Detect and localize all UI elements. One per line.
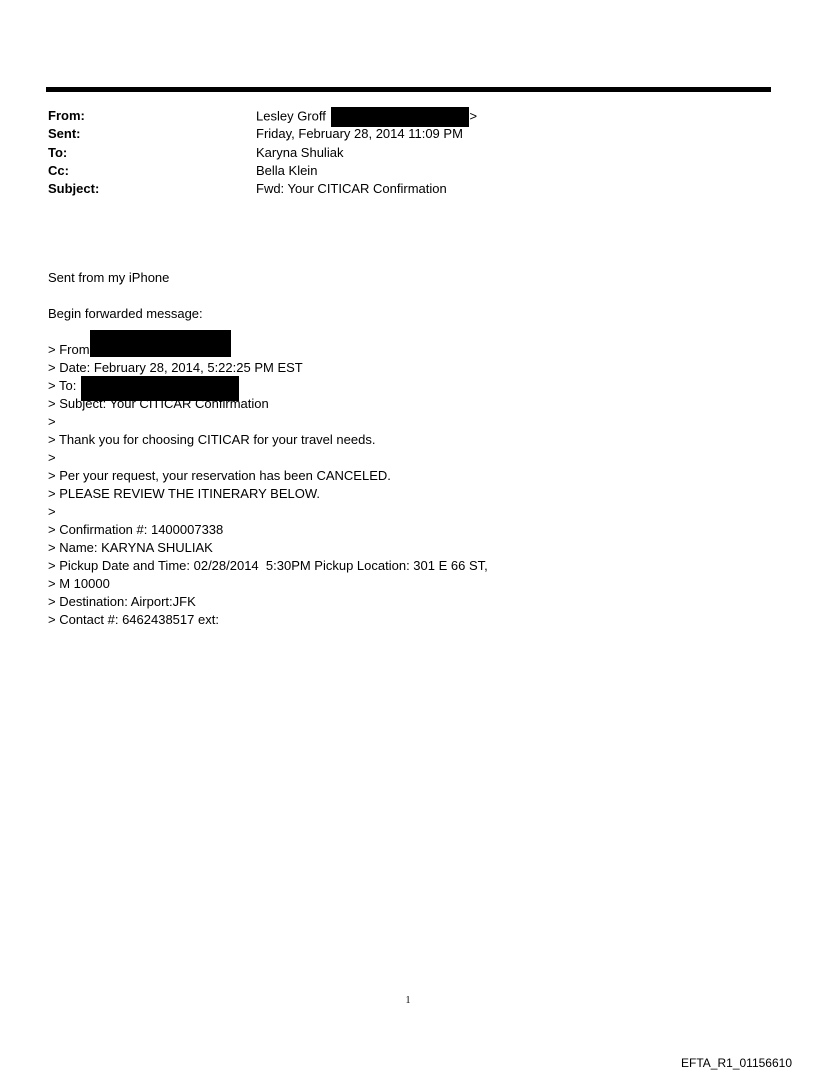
from-row [48,107,768,125]
quoted-to [48,377,768,395]
quoted-destination: > Destination: Airport:JFK [48,594,196,609]
from-name: Lesley Groff [256,108,326,124]
redaction-block [331,107,469,127]
sent-value: Friday, February 28, 2014 11:09 PM [256,126,463,142]
to-label: To: [48,144,68,160]
quoted-contact: > Contact #: 6462438517 ext: [48,612,219,627]
header-rule [46,87,771,92]
cc-value: Bella Klein [256,162,318,178]
quoted-blank: > [48,450,56,465]
forward-intro: Begin forwarded message: [48,306,203,321]
document-id: EFTA_R1_01156610 [681,1056,792,1070]
quoted-blank: > [48,414,56,429]
sent-row [48,125,768,143]
subject-value: Fwd: Your CITICAR Confirmation [256,181,447,197]
redaction-block [90,330,231,357]
quoted-canceled: > Per your request, your reservation has been CANCELED. [48,468,391,483]
quoted-zip: > M 10000 [48,576,110,591]
quoted-blank: > [48,504,56,519]
to-row [48,144,768,162]
to-value: Karyna Shuliak [256,144,344,160]
quoted-thanks: > Thank you for choosing CITICAR for your travel needs. [48,432,376,447]
subject-row [48,180,768,198]
from-value [256,107,477,127]
quoted-from [48,341,768,359]
subject-label: Subject: [48,181,100,197]
cc-row [48,162,768,180]
quoted-subject: > Subject: Your CITICAR Confirmation [48,396,269,411]
quoted-review: > PLEASE REVIEW THE ITINERARY BELOW. [48,486,321,501]
quoted-confirmation: > Confirmation #: 1400007338 [48,522,224,537]
from-label: From: [48,108,85,123]
email-header [48,107,768,198]
quoted-to-label: > To: [48,378,77,393]
quoted-name: > Name: KARYNA SHULIAK [48,540,213,555]
cc-label: Cc: [48,162,69,178]
email-body [48,269,768,629]
page-number: 1 [405,995,411,1006]
signature-line: Sent from my iPhone [48,270,170,285]
quoted-from-label: > From [48,342,90,357]
blank-line [48,287,768,305]
sent-label: Sent: [48,126,81,142]
quoted-pickup: > Pickup Date and Time: 02/28/2014 5:30PM Pickup Location: 301 E 66 ST, [48,558,488,573]
quoted-date: > Date: February 28, 2014, 5:22:25 PM EST [48,360,303,375]
from-suffix: > [469,108,478,124]
